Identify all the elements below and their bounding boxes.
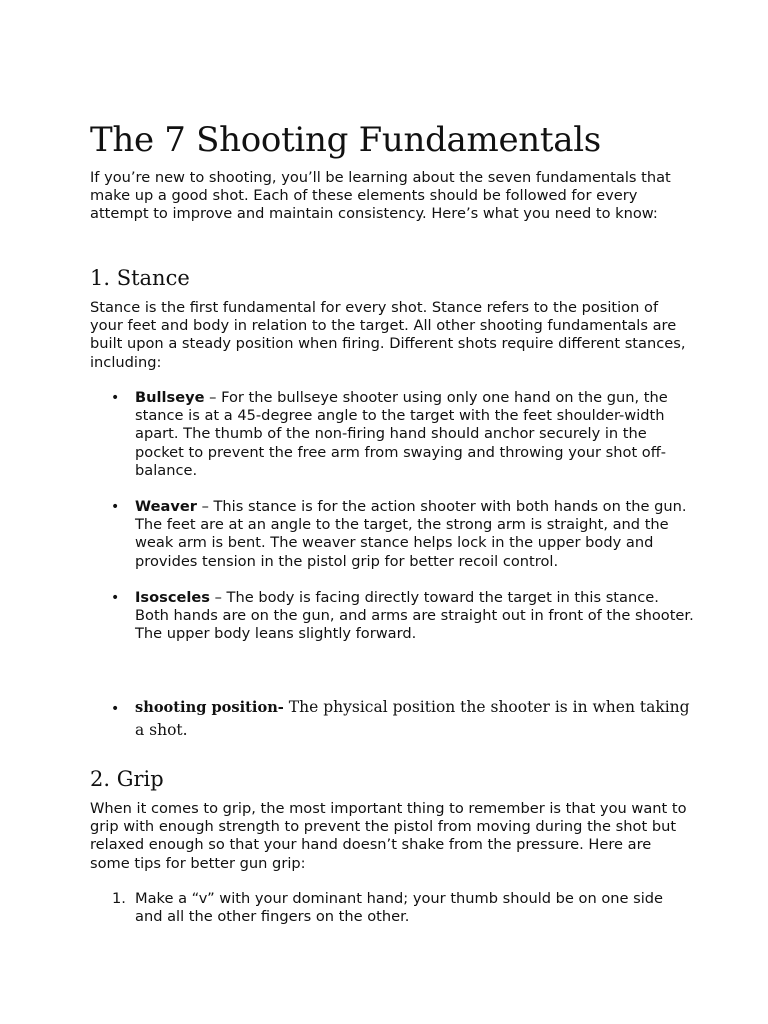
weaver-description: – This stance is for the action shooter with both hands on the gun. The feet are at an angle to the target, the strong arm is straight, and the weak arm is bent. The weaver stance helps lock in the upper body and provides tension in the pistol grip for better recoil control. [135, 498, 687, 570]
list-item-isosceles [135, 589, 695, 644]
term-bullseye: Bullseye [135, 389, 205, 406]
numbered-item-grip-1: Make a “v” with your dominant hand; your thumb should be on one side and all the other fingers on the other. [135, 890, 664, 926]
bullet-marker [111, 389, 121, 407]
term-shooting-position: shooting position- [135, 699, 284, 716]
page-title: The 7 Shooting Fundamentals [90, 120, 601, 160]
list-item-weaver [135, 498, 695, 571]
stance-paragraph: Stance is the first fundamental for every shot. Stance refers to the position of your feet and body in relation to the target. All other shooting fundamentals are built upon a steady position when firing. Different shots require different stances, including: [90, 299, 686, 371]
intro-paragraph: If you’re new to shooting, you’ll be learning about the seven fundamentals that make up a good shot. Each of these elements should be followed for every attempt to improve and maintain consistency. Here’s what you need to know: [90, 169, 671, 223]
term-weaver: Weaver [135, 498, 197, 515]
section-heading-grip: 2. Grip [90, 767, 164, 791]
isosceles-description: – The body is facing directly toward the target in this stance. Both hands are on the gun, and arms are straight out in front of the shooter. The upper body leans slightly forward. [135, 589, 694, 643]
list-item-shooting-position [135, 696, 695, 742]
bullet-marker [111, 589, 121, 607]
bullet-marker [111, 498, 121, 516]
list-item-bullseye [135, 389, 695, 480]
numbered-marker: 1. [112, 890, 126, 907]
section-heading-stance: 1. Stance [90, 266, 190, 290]
term-isosceles: Isosceles [135, 589, 210, 606]
grip-paragraph: When it comes to grip, the most important thing to remember is that you want to grip with enough strength to prevent the pistol from moving during the shot but relaxed enough so that your hand doesn’t shake from the pressure. Here are some tips for better gun grip: [90, 800, 687, 872]
shooting-position-description: The physical position the shooter is in when taking a shot. [135, 698, 690, 739]
bullet-marker [111, 700, 121, 718]
bullseye-description: – For the bullseye shooter using only one hand on the gun, the stance is at a 45-degree angle to the target with the feet shoulder-width apart. The thumb of the non-firing hand should anchor securely in the pocket to prevent the free arm from swaying and throwing your shot off-balance. [135, 389, 668, 479]
